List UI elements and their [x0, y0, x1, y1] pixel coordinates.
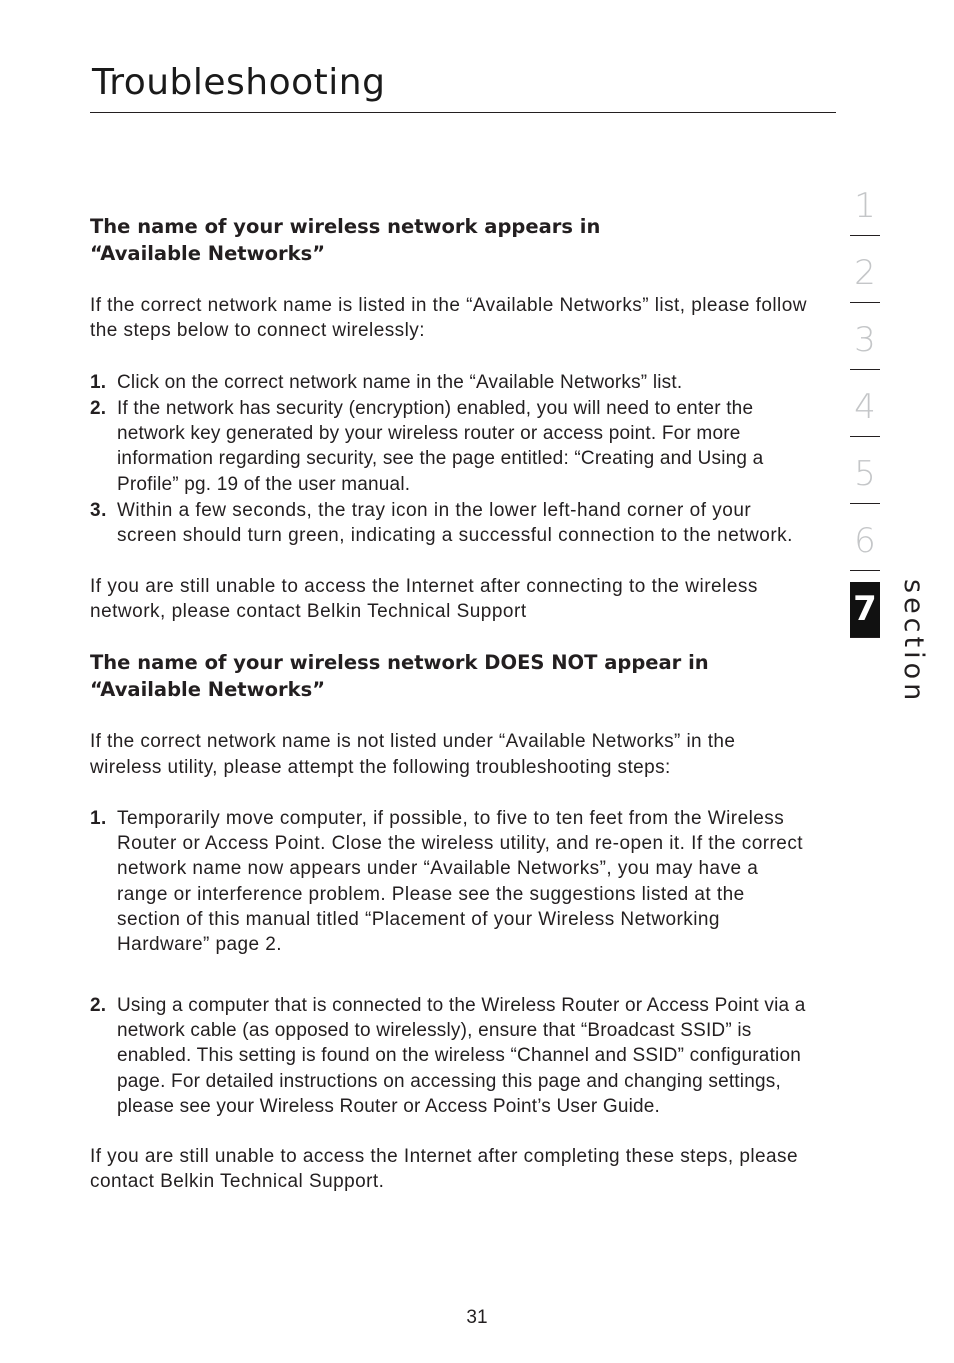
step-number: 1.	[90, 371, 107, 393]
list-item	[90, 806, 810, 958]
step-text: Using a computer that is connected to the Wireless Router or Access Point via a network cable (as opposed to wirelessly), ensure that “Broadcast SSID” is enabled. This setting is found on the wireless “Channel and SSID” configuration page. For detailed instructions on accessing this page and changing settings, please see your Wireless Router or Access Point’s User Guide.	[117, 994, 806, 1117]
section-tab-3: 3	[850, 314, 880, 370]
section1-heading-line2: “Available Networks”	[90, 242, 326, 265]
page-number: 31	[466, 1307, 488, 1328]
section2-heading	[90, 649, 810, 703]
step-text: If the network has security (encryption) enabled, you will need to enter the network key generated by your wireless router or access point. For more information regarding security, see the page entitled: “Creating and Using a Profile” pg. 19 of the user manual.	[117, 397, 764, 495]
section1-heading	[90, 213, 810, 267]
section1-intro: If the correct network name is listed in the “Available Networks” list, please follow the steps below to connect wirelessly:	[90, 295, 807, 342]
title-divider	[90, 112, 836, 113]
step-number: 3.	[90, 500, 107, 522]
section-tab-2: 2	[850, 247, 880, 303]
step-text: Temporarily move computer, if possible, to five to ten feet from the Wireless Router or Access Point. Close the wireless utility, and re-open it. If the correct network name now appears under “Available Networks”, you may have a range or interference problem. Please see the suggestions listed at the section of this manual titled “Placement of your Wireless Networking Hardware” page 2.	[117, 807, 803, 956]
step-number: 2.	[90, 994, 107, 1016]
list-item	[90, 370, 810, 395]
section1-steps	[90, 370, 810, 549]
step-text: Within a few seconds, the tray icon in the lower left-hand corner of your screen should turn green, indicating a successful connection to the network.	[117, 500, 793, 547]
section1-heading-line1: The name of your wireless network appears in	[90, 215, 601, 238]
section-tab-1: 1	[850, 180, 880, 236]
section-tab-7-active: 7	[850, 582, 880, 638]
section-tab-6: 6	[850, 515, 880, 571]
section-tab-5: 5	[850, 448, 880, 504]
list-item	[90, 396, 810, 497]
section-tab-4: 4	[850, 381, 880, 437]
section1-outro: If you are still unable to access the Internet after connecting to the wireless network, please contact Belkin Technical Support	[90, 575, 758, 622]
section-label: section	[898, 579, 929, 705]
section2-heading-line1: The name of your wireless network DOES NOT appear in	[90, 651, 709, 675]
step-text: Click on the correct network name in the “Available Networks” list.	[117, 371, 683, 393]
main-content	[90, 213, 810, 1195]
page-title: Troubleshooting	[92, 62, 386, 103]
list-item	[90, 993, 810, 1119]
step-number: 1.	[90, 807, 107, 829]
section2-intro: If the correct network name is not listed under “Available Networks” in the wireless utility, please attempt the following troubleshooting steps:	[90, 731, 736, 778]
section2-steps	[90, 806, 810, 1119]
section2-outro: If you are still unable to access the Internet after completing these steps, please contact Belkin Technical Support.	[90, 1146, 799, 1193]
list-item	[90, 498, 810, 549]
section2-heading-line2: “Available Networks”	[90, 678, 326, 702]
step-number: 2.	[90, 397, 107, 419]
